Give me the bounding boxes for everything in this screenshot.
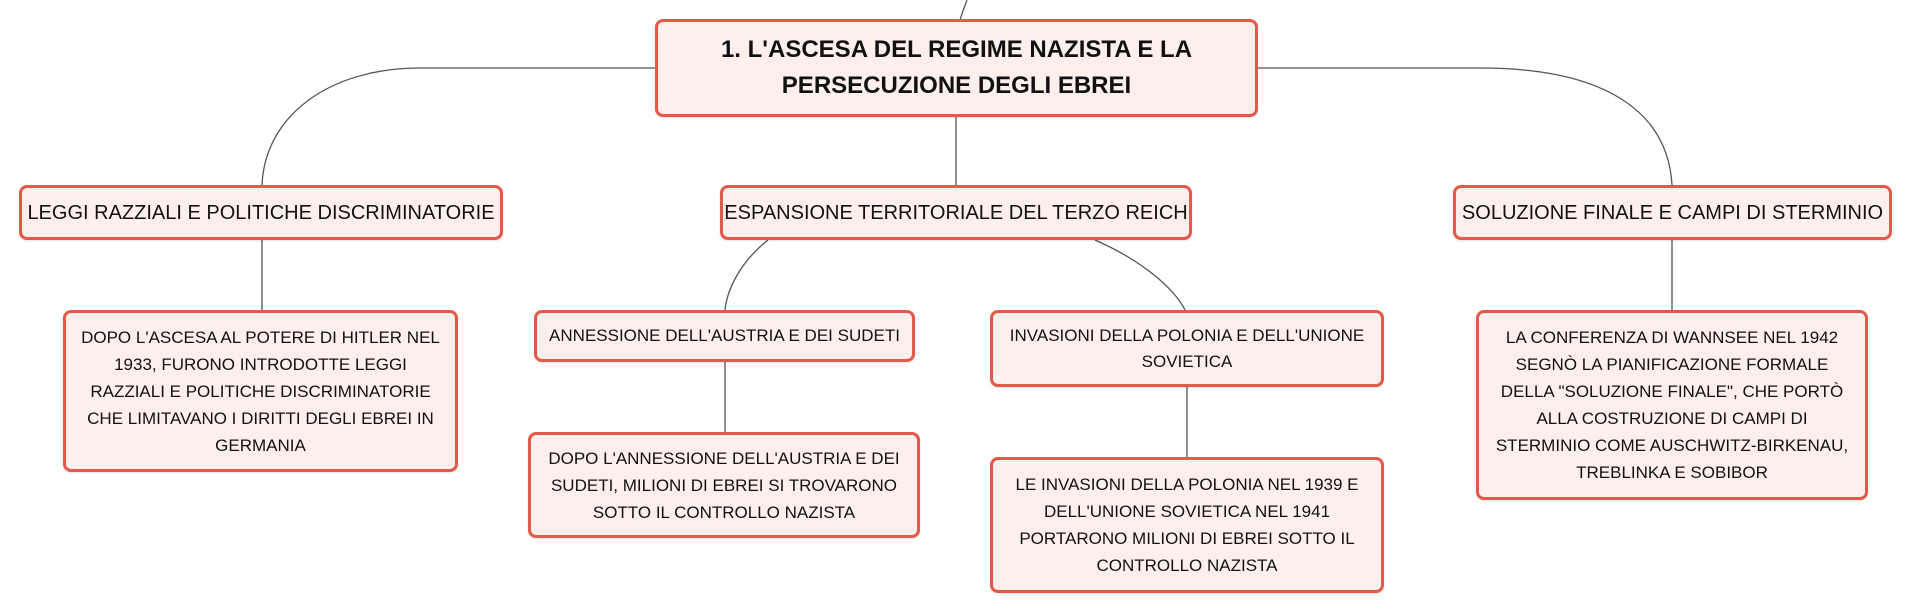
connector-root-to-soluzione [1258, 68, 1672, 185]
subtopic-node-label: ANNESSIONE DELL'AUSTRIA E DEI SUDETI [549, 326, 900, 345]
topic-node-leggi-razziali[interactable] [19, 185, 503, 240]
connector-top-parent [960, 0, 967, 20]
detail-node-annessione[interactable] [528, 432, 920, 538]
detail-node-soluzione-finale[interactable] [1476, 310, 1868, 500]
topic-node-label: SOLUZIONE FINALE E CAMPI DI STERMINIO [1461, 201, 1884, 224]
root-node[interactable] [655, 19, 1258, 117]
subtopic-node-label: INVASIONI DELLA POLONIA E DELL'UNIONE SOVIETICA [1009, 325, 1365, 371]
detail-node-text: LE INVASIONI DELLA POLONIA NEL 1939 E DELL'UNIONE SOVIETICA NEL 1941 PORTARONO MILIONI DI EBREI SOTTO IL CONTROLLO NAZISTA [1015, 475, 1359, 575]
detail-node-text: DOPO L'ASCESA AL POTERE DI HITLER NEL 1933, FURONO INTRODOTTE LEGGI RAZZIALI E POLITICHE DISCRIMINATORIE CHE LIMITAVANO I DIRITTI DEGLI EBREI IN GERMANIA [81, 327, 440, 455]
subtopic-node-annessione[interactable] [534, 310, 915, 362]
root-node-label: 1. L'ASCESA DEL REGIME NAZISTA E LA PERSECUZIONE DEGLI EBREI [720, 36, 1193, 99]
detail-node-leggi-razziali[interactable] [63, 310, 458, 472]
connector-root-to-leggi [262, 68, 655, 185]
connector-espansione-to-invasioni [1095, 240, 1185, 310]
subtopic-node-invasioni[interactable] [990, 310, 1384, 387]
topic-node-label: ESPANSIONE TERRITORIALE DEL TERZO REICH [724, 201, 1188, 224]
topic-node-espansione-territoriale[interactable] [720, 185, 1192, 240]
connector-espansione-to-annessione [725, 240, 768, 310]
detail-node-text: DOPO L'ANNESSIONE DELL'AUSTRIA E DEI SUDETI, MILIONI DI EBREI SI TROVARONO SOTTO IL CONTROLLO NAZISTA [548, 448, 900, 522]
detail-node-invasioni[interactable] [990, 457, 1384, 593]
topic-node-label: LEGGI RAZZIALI E POLITICHE DISCRIMINATORIE [27, 201, 495, 224]
detail-node-text: LA CONFERENZA DI WANNSEE NEL 1942 SEGNÒ LA PIANIFICAZIONE FORMALE DELLA "SOLUZIONE FINALE", CHE PORTÒ ALLA COSTRUZIONE DI CAMPI DI STERMINIO COME AUSCHWITZ-BIRKENAU, TREBLINKA E SOBIBOR [1495, 328, 1849, 482]
topic-node-soluzione-finale[interactable] [1453, 185, 1892, 240]
